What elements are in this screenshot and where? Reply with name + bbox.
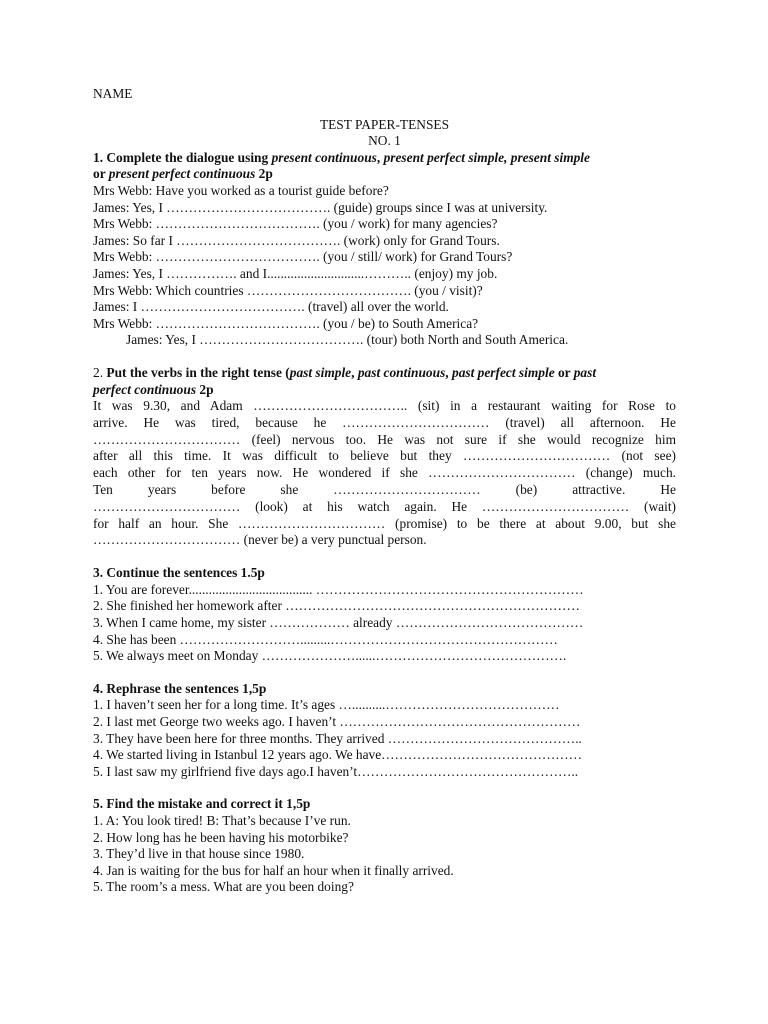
section-1-heading-text: 1. Complete the dialogue using: [93, 149, 272, 165]
dialogue-line: Mrs Webb: Which countries ………………………………. (you / visit)?: [93, 282, 483, 298]
name-label: NAME: [93, 86, 133, 101]
heading-separator: ,: [351, 364, 358, 380]
section-spacer: [93, 549, 676, 565]
tense-present-perfect-continuous: present perfect continuous: [108, 166, 256, 182]
sentence-item: 5. The room’s a mess. What are you been doing?: [93, 879, 354, 895]
sentence-item: 2. She finished her homework after …………………………………………………………: [93, 598, 580, 614]
section-1-heading: [93, 150, 676, 167]
dialogue-line: Mrs Webb: ………………………………. (you / still/ work) for Grand Tours?: [93, 249, 513, 265]
sentence-item: 4. She has been ……………………….........……………………………………………: [93, 631, 558, 647]
tense-list: present perfect simple, present simple: [383, 149, 590, 165]
section-2-number: 2.: [93, 364, 107, 380]
tense-present-continuous: present continuous: [271, 149, 377, 165]
paragraph-line: …………………………… (never be) a very punctual person.: [93, 532, 427, 548]
section-2-heading-text: Put the verbs in the right tense (: [106, 364, 290, 380]
sentence-item: 4. Jan is waiting for the bus for half an hour when it finally arrived.: [93, 862, 454, 878]
section-spacer: [93, 780, 676, 796]
sentence-item: 1. I haven’t seen her for a long time. It’s ages …..........…………………………………: [93, 697, 560, 713]
section-spacer: [93, 665, 676, 681]
heading-separator: ,: [376, 149, 384, 165]
section-1-points: 2p: [255, 166, 273, 182]
section-spacer: [93, 349, 676, 365]
heading-or: or: [93, 166, 109, 182]
sentence-item: 3. They have been here for three months. They arrived ……………………………………..: [93, 730, 582, 746]
section-4-heading: 4. Rephrase the sentences 1,5p: [93, 680, 267, 696]
paper-number: NO. 1: [368, 133, 401, 149]
tense-past-perfect-simple: past perfect simple: [452, 364, 555, 380]
paragraph-line: …………………………… (feel) nervous too. He was not sure if she would recognize him: [93, 431, 676, 447]
section-2-heading: [93, 365, 676, 382]
paragraph-line: each other for ten years now. He wondered if she …………………………… (change) much.: [93, 465, 676, 481]
section-3-heading: 3. Continue the sentences 1.5p: [93, 565, 265, 581]
tense-past: past: [573, 364, 597, 380]
test-paper: [93, 86, 676, 896]
paragraph-line: for half an hour. She …………………………… (promise) to be there at about 9.00, but she: [93, 515, 676, 531]
dialogue-line: Mrs Webb: ………………………………. (you / be) to South America?: [93, 315, 479, 331]
section-2-heading-line-2: [93, 382, 676, 399]
dialogue-line: James: Yes, I ………………………………. (guide) groups since I was at university.: [93, 199, 548, 215]
story-paragraph: [93, 398, 676, 549]
paragraph-line: …………………………… (look) at his watch again. He …………………………… (wait): [93, 498, 676, 514]
paragraph-line: Ten years before she …………………………… (be) attractive. He: [93, 482, 676, 498]
sentence-item: 5. I last saw my girlfriend five days ago.I haven’t…………………………………………..: [93, 763, 579, 779]
dialogue-line: James: Yes, I ………………………………. (tour) both North and South America.: [126, 332, 569, 348]
paragraph-line: arrive. He was tired, because he …………………………… (travel) all afternoon. He: [93, 414, 676, 430]
sentence-item: 3. They’d live in that house since 1980.: [93, 846, 305, 862]
heading-or: or: [554, 364, 574, 380]
section-2-points: 2p: [196, 381, 214, 397]
dialogue-line: Mrs Webb: Have you worked as a tourist guide before?: [93, 182, 389, 198]
heading-separator: ,: [445, 364, 452, 380]
sentence-item: 1. A: You look tired! B: That’s because I’ve run.: [93, 812, 351, 828]
section-1-heading-line-2: [93, 166, 676, 183]
page-title: TEST PAPER-TENSES: [319, 116, 450, 132]
sentence-item: 3. When I came home, my sister ……………… already ……………………………………: [93, 615, 584, 631]
tense-past-continuous: past continuous: [357, 364, 446, 380]
tense-past-simple: past simple: [289, 364, 352, 380]
sentence-item: 4. We started living in Istanbul 12 years ago. We have………………………………………: [93, 747, 583, 763]
sentence-item: 1. You are forever..................................... ……………………………………………………: [93, 581, 584, 597]
dialogue-line: Mrs Webb: ………………………………. (you / work) for many agencies?: [93, 216, 498, 232]
dialogue-line: James: I ………………………………. (travel) all over the world.: [93, 299, 449, 315]
sentence-item: 5. We always meet on Monday …………………......…………………………………….: [93, 648, 567, 664]
section-5-heading: 5. Find the mistake and correct it 1,5p: [93, 796, 311, 812]
sentence-item: 2. I last met George two weeks ago. I haven’t ………………………………………………: [93, 714, 581, 730]
sentence-item: 2. How long has he been having his motorbike?: [93, 829, 349, 845]
dialogue-line: James: So far I ………………………………. (work) only for Grand Tours.: [93, 232, 500, 248]
dialogue-line: James: Yes, I ……………. and I.............................……….. (enjoy) my job.: [93, 265, 498, 281]
paragraph-line: It was 9.30, and Adam …………………………….. (sit) in a restaurant waiting for Rose to: [93, 398, 676, 414]
paragraph-line: after all this time. It was difficult to believe but they …………………………… (not see): [93, 448, 676, 464]
tense-perfect-continuous: perfect continuous: [93, 381, 197, 397]
